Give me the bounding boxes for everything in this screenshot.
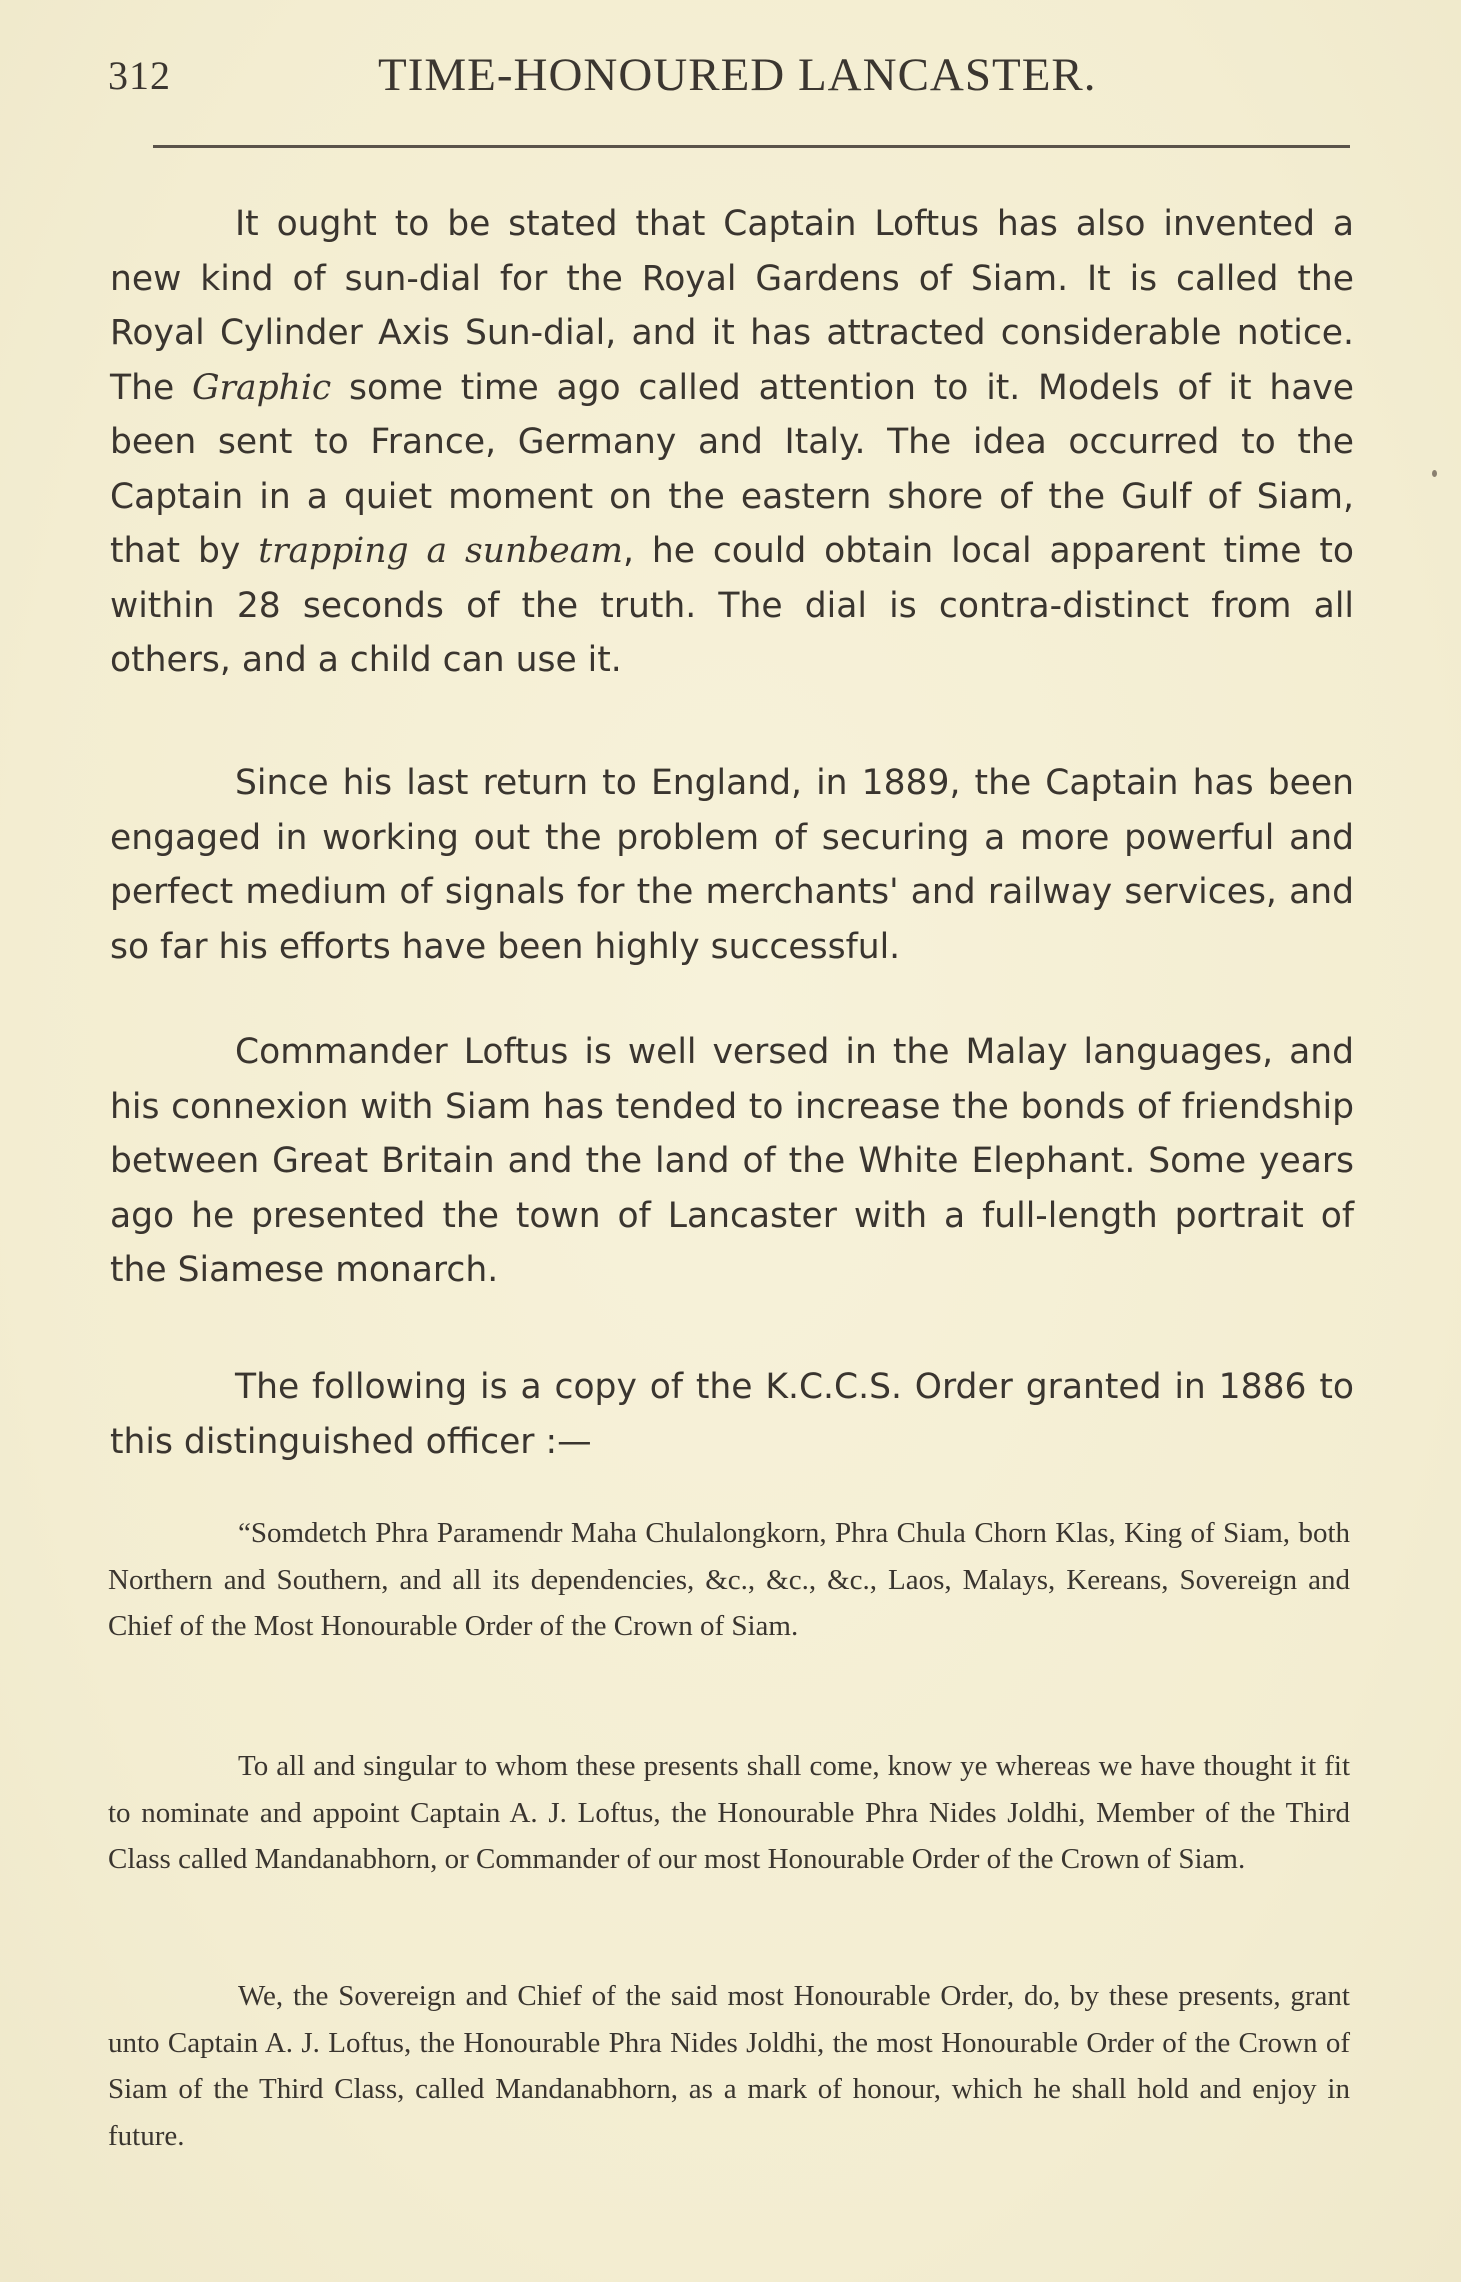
quote-text: To all and singular to whom these presents shall come, know ye whereas we have thought it fit to nominate and appoint Captain A. J. Loftus, the Honourable Phra Nides Joldhi, Member of the Third Class called Mandanabhorn, or Commander of our most Honourable Order of the Crown of Siam. — [108, 1750, 1350, 1875]
paragraph-text: Since his last return to England, in 1889, the Captain has been engaged in working out the problem of securing a more powerful and perfect medium of signals for the merchants' and railway services, and so far his efforts have been highly successful. — [110, 763, 1354, 967]
quote-text: We, the Sovereign and Chief of the said most Honourable Order, do, by these presents, grant unto Captain A. J. Loftus, the Honourable Phra Nides Joldhi, the most Honourable Order of the Crown of Siam of the Third Class, called Mandanabhorn, as a mark of honour, which he shall hold and enjoy in future. — [108, 1980, 1350, 2152]
paragraph-text: Commander Loftus is well versed in the Malay languages, and his connexion with Siam has tended to increase the bonds of friendship between Great Britain and the land of the White Elephant. Some years ago he presented the town of Lancaster with a full-length portrait of the Siamese monarch. — [110, 1032, 1354, 1290]
quote-paragraph-3 — [108, 1973, 1350, 2159]
page-number: 312 — [108, 53, 171, 98]
paper-speck — [1432, 470, 1437, 477]
italic-trapping-sunbeam: trapping a sunbeam — [258, 531, 623, 571]
quote-text: “Somdetch Phra Paramendr Maha Chulalongkorn, Phra Chula Chorn Klas, King of Siam, both Northern and Southern, and all its dependencies, &c., &c., &c., Laos, Malays, Kereans, Sovereign and Chief of the Most Honourable Order of the Crown of Siam. — [108, 1517, 1350, 1642]
paragraph-text: The following is a copy of the K.C.C.S. Order granted in 1886 to this distinguished officer :— — [110, 1367, 1354, 1462]
paragraph-signals — [110, 756, 1354, 974]
paragraph-malay — [110, 1025, 1354, 1298]
page-header — [108, 48, 1353, 108]
paragraph-text: some time ago called attention to it. Models of it have been sent to France, Germany and Italy. The idea occurred to the Captain in a quiet moment on the eastern shore of the Gulf of Siam, that by — [110, 367, 1354, 571]
quote-paragraph-2 — [108, 1743, 1350, 1883]
paragraph-order-intro — [110, 1360, 1354, 1469]
running-head: TIME-HONOURED LANCASTER. — [378, 49, 1097, 101]
header-rule — [153, 145, 1350, 148]
paragraph-text: , he could obtain local apparent time to within 28 seconds of the truth. The dial is contra-distinct from all others, and a child can use it. — [110, 531, 1354, 680]
paragraph-sundial — [110, 197, 1354, 688]
quote-paragraph-1 — [108, 1510, 1350, 1650]
italic-graphic: Graphic — [191, 367, 332, 408]
paragraph-text: It ought to be stated that Captain Loftus has also invented a new kind of sun-dial for the Royal Gardens of Siam. It is called the Royal Cylinder Axis Sun-dial, and it has attracted considerable notice. The — [110, 204, 1354, 408]
